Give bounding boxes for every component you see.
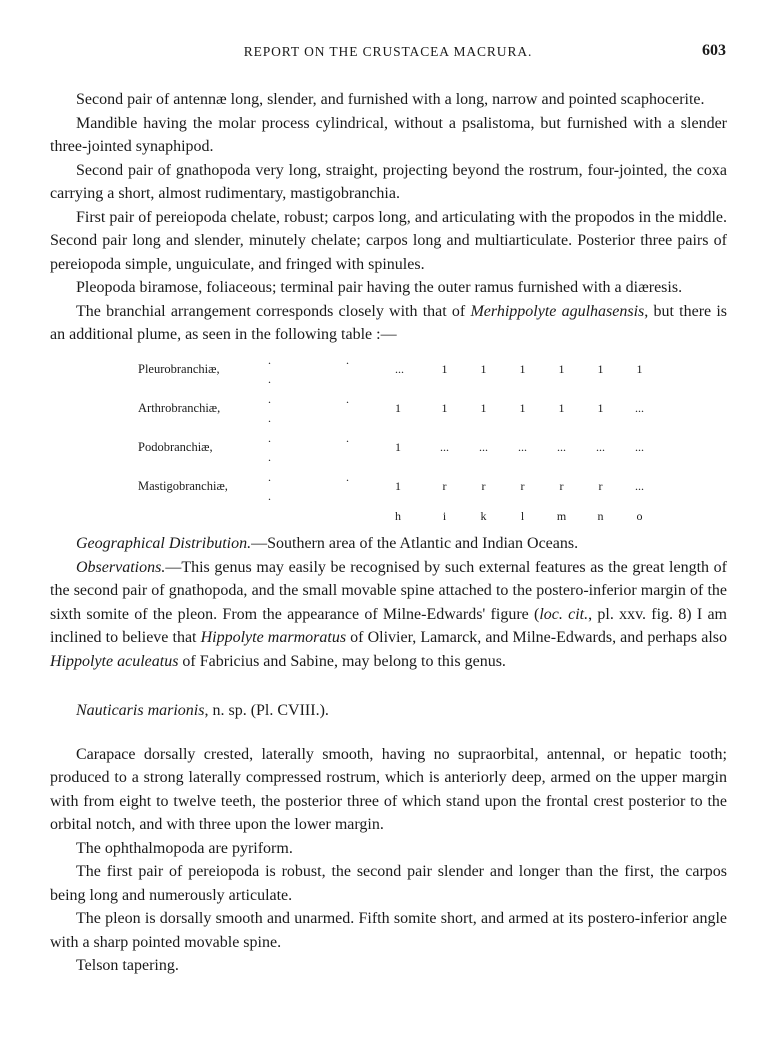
- paragraph-mandible: Mandible having the molar process cylindrical, without a psalistoma, but furnished with a slender three-jointed synaphipod.: [50, 114, 727, 155]
- row-label: Pleurobranchiæ,: [138, 362, 220, 377]
- table-row: [138, 468, 659, 507]
- paragraph-branchial-arrangement: The branchial arrangement corresponds closely with that of Merhippolyte agulhasensis, but there is an additional plume, as seen in the following table :—: [50, 302, 728, 343]
- table-cell: ...: [635, 440, 644, 455]
- distribution-label: Geographical Distribution.: [76, 535, 252, 552]
- table-cell: ...: [440, 440, 449, 455]
- table-cell: 1: [395, 440, 401, 455]
- page-header: [50, 42, 726, 64]
- page-body: [50, 88, 727, 978]
- species-name: Nauticaris marionis: [76, 702, 205, 719]
- table-cell: ...: [635, 401, 644, 416]
- table-cell: 1: [558, 401, 565, 416]
- table-cell: 1: [597, 362, 604, 377]
- leader-dots: . . .: [268, 352, 385, 386]
- branchial-table: [138, 351, 659, 527]
- table-cell: r: [442, 479, 447, 494]
- column-letter: m: [556, 508, 567, 523]
- citation: loc. cit.: [539, 605, 589, 623]
- paragraph-pleopoda: Pleopoda biramose, foliaceous; terminal pair having the outer ramus furnished with a diæresis.: [76, 279, 683, 296]
- paragraph-observations: Observations.—This genus may easily be recognised by such external features as the great length of the second pair of gnathopoda, and the small movable spine attached to the postero-inferior margin of the sixth somite of the pleon. From the appearance of Milne-Edwards' figure (loc. cit., pl. xxv. fig. 8) I am inclined to believe that Hippolyte marmoratus of Olivier, Lamarck, and Milne-Edwards, and perhaps also Hippolyte aculeatus of Fabricius and Sabine, may belong to this genus.: [50, 558, 728, 670]
- row-label: Podobranchiæ,: [138, 440, 213, 455]
- column-letter: k: [480, 508, 487, 523]
- paragraph-carapace: Carapace dorsally crested, laterally smooth, having no supraorbital, antennal, or hepatic tooth; produced to a strong laterally compressed rostrum, which is anteriorly deep, armed on the upper margin with from eight to twelve teeth, the posterior three of which stand upon the frontal crest posterior to the orbital notch, and with three upon the lower margin.: [50, 745, 727, 833]
- table-cell: ...: [596, 440, 605, 455]
- table-cell: ...: [635, 479, 644, 494]
- taxon-hippolyte-aculeatus: Hippolyte aculeatus: [50, 652, 179, 670]
- paragraph-antennae: Second pair of antennæ long, slender, and furnished with a long, narrow and pointed scaphocerite.: [76, 91, 705, 108]
- column-letter: h: [395, 508, 401, 523]
- table-row: [138, 390, 659, 429]
- leader-dots: . . .: [268, 469, 385, 503]
- table-cell: 1: [395, 401, 401, 416]
- table-cell: r: [481, 479, 486, 494]
- table-row-column-letters: [138, 507, 659, 527]
- table-cell: r: [598, 479, 603, 494]
- paragraph-ophthalmopoda: The ophthalmopoda are pyriform.: [76, 839, 293, 857]
- column-letter: o: [636, 508, 643, 523]
- table-cell: ...: [479, 440, 488, 455]
- leader-dots: . . .: [268, 430, 385, 464]
- taxon-merhippolyte: Merhippolyte agulhasensis: [470, 302, 645, 320]
- taxon-hippolyte-marmoratus: Hippolyte marmoratus: [200, 629, 347, 646]
- table-cell: 1: [636, 362, 643, 377]
- table-cell: r: [559, 479, 564, 494]
- paragraph-gnathopoda: Second pair of gnathopoda very long, straight, projecting beyond the rostrum, four-jointed, the coxa carrying a short, almost rudimentary, mastigobranchia.: [50, 161, 727, 202]
- species-heading: Nauticaris marionis, n. sp. (Pl. CVIII.).: [76, 702, 329, 719]
- paragraph-pleon: The pleon is dorsally smooth and unarmed. Fifth somite short, and armed at its postero-inferior angle with a sharp pointed movable spine.: [50, 910, 727, 951]
- table-cell: ...: [395, 362, 404, 377]
- running-title: REPORT ON THE CRUSTACEA MACRURA.: [243, 44, 533, 59]
- row-label: Arthrobranchiæ,: [138, 401, 221, 416]
- table-cell: 1: [441, 401, 448, 416]
- column-letter: n: [597, 508, 604, 523]
- table-cell: 1: [558, 362, 565, 377]
- column-letter: l: [520, 508, 525, 523]
- table-cell: ...: [557, 440, 566, 455]
- leader-dots: . . .: [268, 391, 385, 425]
- table-cell: r: [520, 479, 525, 494]
- page-number: 603: [702, 42, 726, 59]
- row-label: Mastigobranchiæ,: [138, 479, 228, 494]
- table-cell: 1: [519, 362, 526, 377]
- section-gap: [50, 673, 727, 699]
- table-cell: 1: [519, 401, 526, 416]
- paragraph-telson: Telson tapering.: [76, 957, 179, 974]
- heading-gap: [50, 723, 727, 743]
- table-cell: 1: [395, 479, 401, 494]
- table-cell: 1: [441, 362, 448, 377]
- table-cell: 1: [480, 401, 487, 416]
- paragraph-pereiopoda-species: The first pair of pereiopoda is robust, the second pair slender and longer than the first, the carpos being long and numerously articulate.: [50, 863, 727, 904]
- table-row: [138, 351, 659, 390]
- observations-label: Observations.: [76, 558, 166, 576]
- paragraph-distribution: Geographical Distribution.—Southern area of the Atlantic and Indian Oceans.: [76, 535, 579, 552]
- column-letter: i: [442, 508, 447, 523]
- paragraph-pereiopoda: First pair of pereiopoda chelate, robust; carpos long, and articulating with the propodos in the middle. Second pair long and slender, minutely chelate; carpos long and multiarticulate. Posterior three pairs of pereiopoda simple, unguiculate, and fringed with spinules.: [50, 208, 727, 273]
- table-cell: ...: [518, 440, 527, 455]
- table-cell: 1: [597, 401, 604, 416]
- table-cell: 1: [480, 362, 487, 377]
- table-row: [138, 429, 659, 468]
